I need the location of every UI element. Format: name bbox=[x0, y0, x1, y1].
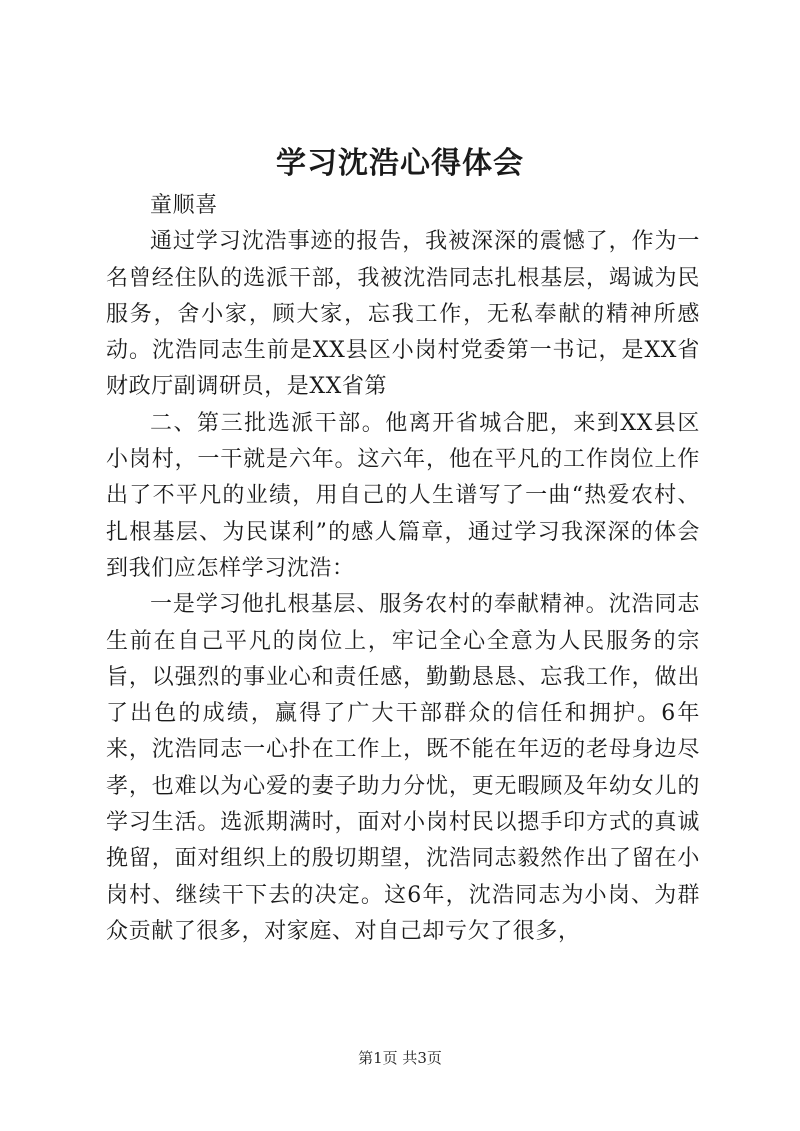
document-title: 学习沈浩心得体会 bbox=[276, 146, 524, 181]
author-line: 童顺喜 bbox=[150, 193, 218, 218]
document-body bbox=[106, 188, 700, 950]
paragraph-2: 二、第三批选派干部。他离开省城合肥，来到XX县区小岗村，一干就是六年。这六年，他在平凡的工作岗位上作出了不平凡的业绩，用自己的人生谱写了一曲“热爱农村、扎根基层、为民谋利”的感人篇章，通过学习我深深的体会到我们应怎样学习沈浩： bbox=[106, 410, 700, 581]
paragraph-1: 通过学习沈浩事迹的报告，我被深深的震憾了，作为一名曾经住队的选派干部，我被沈浩同志扎根基层，竭诚为民服务，舍小家，顾大家，忘我工作，无私奉献的精神所感动。沈浩同志生前是XX县区小岗村党委第一书记，是XX省财政厅副调研员，是XX省第 bbox=[106, 229, 700, 400]
paragraph-3: 一是学习他扎根基层、服务农村的奉献精神。沈浩同志生前在自己平凡的岗位上，牢记全心全意为人民服务的宗旨，以强烈的事业心和责任感，勤勤恳恳、忘我工作，做出了出色的成绩，赢得了广大干部群众的信任和拥护。6年来，沈浩同志一心扑在工作上，既不能在年迈的老母身边尽孝，也难以为心爱的妻子助力分忧，更无暇顾及年幼女儿的学习生活。选派期满时，面对小岗村民以摁手印方式的真诚挽留，面对组织上的殷切期望，沈浩同志毅然作出了留在小岗村、继续干下去的决定。这6年，沈浩同志为小岗、为群众贡献了很多，对家庭、对自己却亏欠了很多， bbox=[106, 592, 700, 944]
page-number-footer: 第1页 共3页 bbox=[358, 1049, 442, 1067]
